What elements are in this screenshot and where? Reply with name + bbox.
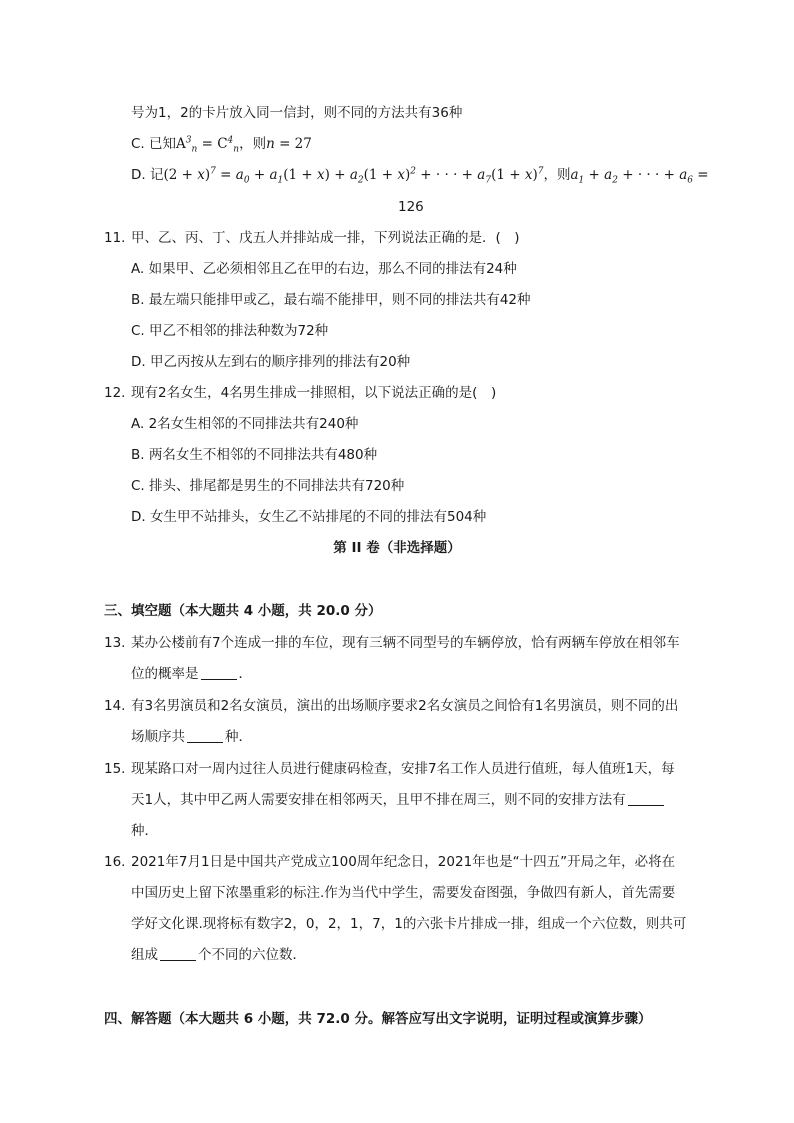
q12-stem: 现有2名女生，4名男生排成一排照相，以下说法正确的是( ) (131, 385, 497, 401)
q14-line2-text: 场顺序共 (131, 729, 185, 745)
q14-answer-blank[interactable] (187, 728, 223, 743)
q14-line2-end: 种． (225, 729, 252, 745)
q11-stem: 甲、乙、丙、丁、戊五人并排站成一排，下列说法正确的是．( ) (131, 230, 520, 246)
q16-line4-text: 组成 (131, 947, 158, 963)
part2-title: 第 II 卷（非选择题） (333, 540, 461, 556)
q15-number: 15. (104, 761, 126, 777)
q16-line2: 中国历史上留下浓墨重彩的标注.作为当代中学生，需要发奋图强，争做四有新人，首先需要 (131, 885, 676, 901)
q13-line2 (131, 664, 252, 684)
q13-line2-text: 位的概率是 (131, 666, 199, 682)
q11-option-a: A. 如果甲、乙必须相邻且乙在甲的右边，那么不同的排法有24种 (131, 261, 517, 277)
q13-line2-end: ． (238, 666, 252, 682)
section4-title: 四、解答题（本大题共 6 小题，共 72.0 分。解答应写出文字说明，证明过程或演算步骤） (104, 1011, 652, 1027)
q10-option-d-label: D. 记 (131, 167, 164, 183)
q11-option-d: D. 甲乙丙按从左到右的顺序排列的排法有20种 (131, 354, 411, 370)
q12-number: 12. (104, 385, 126, 401)
q13-number: 13. (104, 635, 126, 651)
section3-title: 三、填空题（本大题共 4 小题，共 20.0 分） (104, 603, 382, 619)
q11-number: 11. (104, 230, 126, 246)
q10-option-c (131, 134, 312, 154)
q14-line1: 有3名男演员和2名女演员，演出的出场顺序要求2名女演员之间恰有1名男演员，则不同的出 (131, 698, 679, 714)
q12-option-b: B. 两名女生不相邻的不同排法共有480种 (131, 447, 378, 463)
q16-answer-blank[interactable] (160, 946, 196, 961)
q15-line3: 种． (131, 823, 158, 839)
q15-line1: 现某路口对一周内过往人员进行健康码检查，安排7名工作人员进行值班，每人值班1天，每 (131, 761, 675, 777)
q11-option-c: C. 甲乙不相邻的排法种数为72种 (131, 323, 329, 339)
q16-line3: 学好文化课.现将标有数字2，0，2，1，7，1的六张卡片排成一排，组成一个六位数，则共可 (131, 916, 687, 932)
q15-line2-text: 天1人，其中甲乙两人需要安排在相邻两天，且甲不排在周三，则不同的安排方法有 (131, 792, 626, 808)
q15-answer-blank[interactable] (628, 791, 664, 806)
q10-option-d-then: ，则 (543, 167, 571, 183)
q15-line2 (131, 790, 666, 810)
q10-option-b-tail: 号为1，2的卡片放入同一信封，则不同的方法共有36种 (131, 105, 463, 121)
q12-option-d: D. 女生甲不站排头，女生乙不站排尾的不同的排法有504种 (131, 509, 487, 525)
q10-option-d-formula: $(2 + x)^7 = a_0 + a_1(1 + x) + a_2(1 + x)^2$ + · · · + $a_7(1 + x)^7$ (163, 166, 544, 186)
q10-option-c-var: n (266, 136, 275, 152)
q10-option-c-then: ，则 (239, 136, 267, 152)
q13-line1: 某办公楼前有7个连成一排的车位，现有三辆不同型号的车辆停放，恰有两辆车停放在相邻车 (131, 635, 680, 651)
q10-option-c-formula: $A^3_n = C^4_n$ (176, 135, 240, 155)
q12-option-a: A. 2名女生相邻的不同排法共有240种 (131, 416, 359, 432)
q11-option-b: B. 最左端只能排甲或乙，最右端不能排甲，则不同的排法共有42种 (131, 292, 531, 308)
q10-option-c-eq: = 27 (274, 136, 312, 152)
q14-number: 14. (104, 698, 126, 714)
q10-option-d-sum: $a_1 + a_2$ + · · · + $a_6$ = (570, 167, 709, 186)
q10-option-d-result: 126 (398, 199, 424, 215)
q10-option-c-label: C. 已知 (131, 136, 177, 152)
q14-line2 (131, 727, 252, 747)
q16-line4 (131, 945, 306, 965)
q16-line4-end: 个不同的六位数． (198, 947, 306, 963)
q12-option-c: C. 排头、排尾都是男生的不同排法共有720种 (131, 478, 405, 494)
q16-line1: 2021年7月1日是中国共产党成立100周年纪念日，2021年也是“十四五”开局之年，必将在 (131, 854, 676, 870)
q13-answer-blank[interactable] (201, 665, 237, 680)
q10-option-d (131, 165, 709, 185)
q16-number: 16. (104, 854, 126, 870)
